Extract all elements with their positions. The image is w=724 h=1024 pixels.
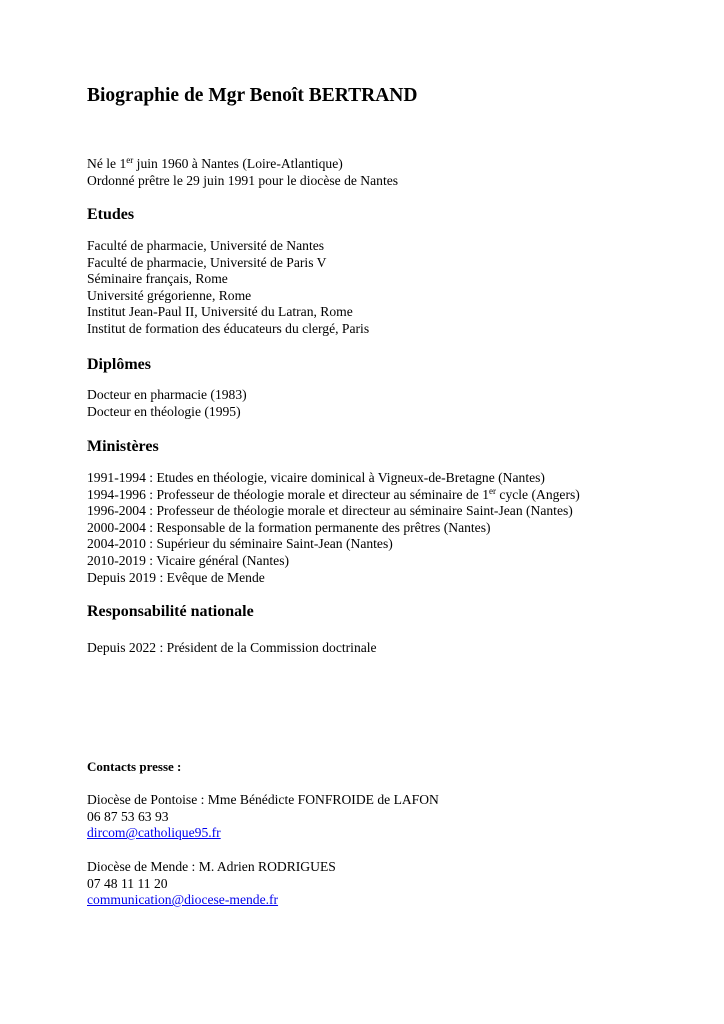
list-item: Séminaire français, Rome xyxy=(87,271,228,287)
list-item: Docteur en théologie (1995) xyxy=(87,403,241,419)
list-item: Faculté de pharmacie, Université de Nantes xyxy=(87,238,325,253)
list-item: 1996-2004 : Professeur de théologie morale et directeur au séminaire Saint-Jean (Nantes) xyxy=(87,503,573,519)
intro-block xyxy=(87,156,398,189)
list-item: Institut de formation des éducateurs du clergé, Paris xyxy=(87,320,370,336)
list-item: 2000-2004 : Responsable de la formation permanente des prêtres (Nantes) xyxy=(87,519,491,535)
contact-label: Diocèse de Pontoise : Mme Bénédicte FONFROIDE de LAFON xyxy=(87,792,439,807)
list-item: Faculté de pharmacie, Université de Paris V xyxy=(87,254,327,270)
contact-mende xyxy=(87,859,336,909)
ministeres-heading: Ministères xyxy=(87,438,159,455)
diplomes-list xyxy=(87,387,247,420)
contacts-heading: Contacts presse : xyxy=(87,759,182,774)
etudes-list xyxy=(87,238,369,338)
contact-phone: 06 87 53 63 93 xyxy=(87,808,169,824)
responsabilite-heading: Responsabilité nationale xyxy=(87,603,254,620)
responsabilite-item: Depuis 2022 : Président de la Commission doctrinale xyxy=(87,640,377,655)
list-item: Institut Jean-Paul II, Université du Latran, Rome xyxy=(87,304,353,320)
list-item: Docteur en pharmacie (1983) xyxy=(87,387,247,402)
birth-line: Né le 1er juin 1960 à Nantes (Loire-Atlantique) xyxy=(87,155,343,171)
ordination-line: Ordonné prêtre le 29 juin 1991 pour le diocèse de Nantes xyxy=(87,172,399,188)
diplomes-heading: Diplômes xyxy=(87,356,151,373)
contact-phone: 07 48 11 11 20 xyxy=(87,875,168,891)
page-title: Biographie de Mgr Benoît BERTRAND xyxy=(87,85,418,106)
list-item: 2004-2010 : Supérieur du séminaire Saint-Jean (Nantes) xyxy=(87,536,393,552)
list-item: 2010-2019 : Vicaire général (Nantes) xyxy=(87,552,290,568)
email-link[interactable]: dircom@catholique95.fr xyxy=(87,825,221,841)
contact-label: Diocèse de Mende : M. Adrien RODRIGUES xyxy=(87,859,336,874)
list-item: Depuis 2019 : Evêque de Mende xyxy=(87,569,265,585)
list-item: 1991-1994 : Etudes en théologie, vicaire dominical à Vigneux-de-Bretagne (Nantes) xyxy=(87,470,545,485)
ministeres-list xyxy=(87,470,580,586)
email-link[interactable]: communication@diocese-mende.fr xyxy=(87,892,279,908)
contact-pontoise xyxy=(87,792,439,842)
list-item: 1994-1996 : Professeur de théologie morale et directeur au séminaire de 1er cycle (Angers) xyxy=(87,485,580,502)
etudes-heading: Etudes xyxy=(87,206,135,223)
list-item: Université grégorienne, Rome xyxy=(87,287,252,303)
